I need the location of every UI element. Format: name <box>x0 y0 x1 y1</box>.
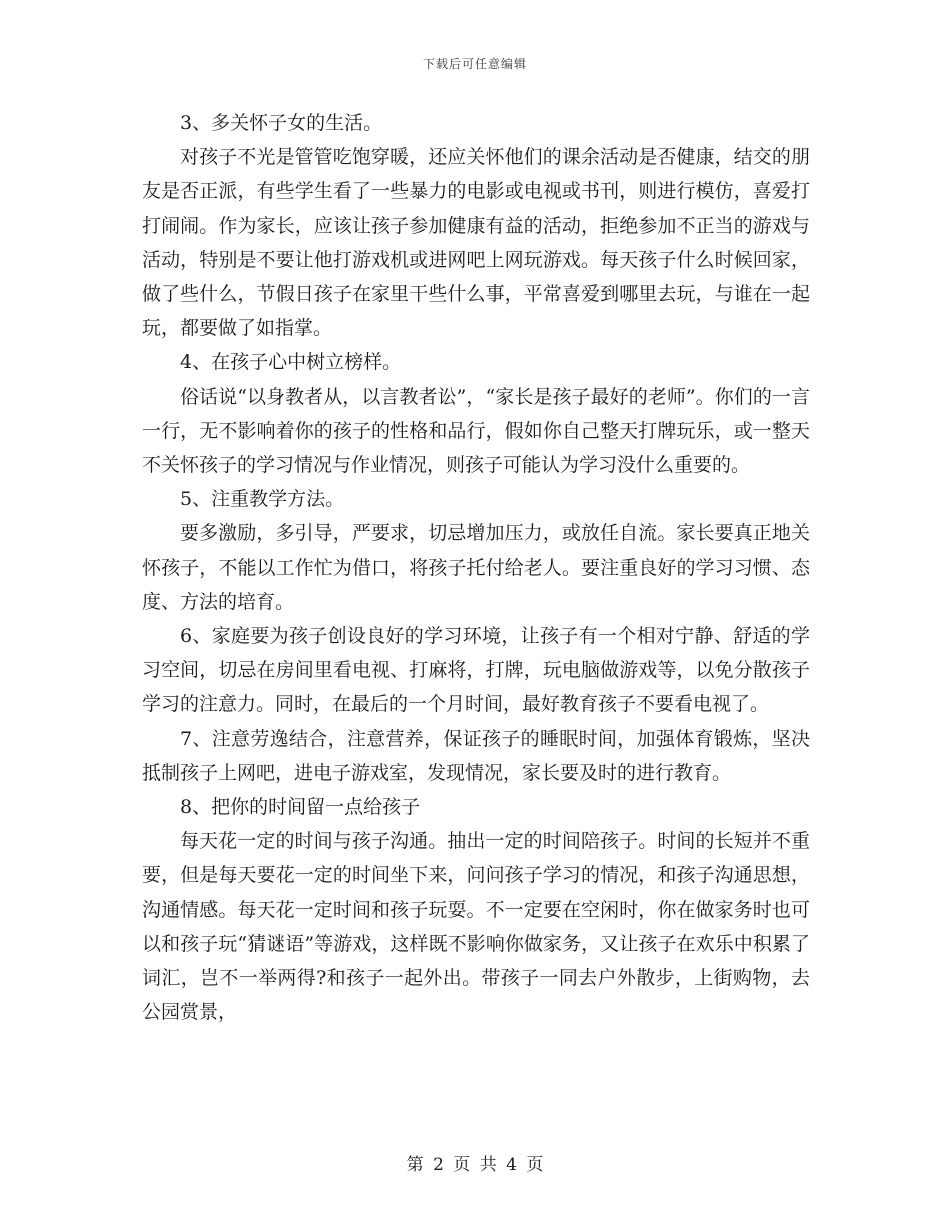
paragraph: 要多激励，多引导，严要求，切忌增加压力，或放任自流。家长要真正地关怀孩子，不能以工作忙为借口，将孩子托付给老人。要注重良好的学习习惯、态度、方法的培育。 <box>142 522 810 613</box>
paragraph-item-7: 7、注意劳逸结合，注意营养，保证孩子的睡眠时间，加强体育锻炼，坚决抵制孩子上网吧，进电子游戏室，发现情况，家长要及时的进行教育。 <box>142 727 810 784</box>
page-header: 下载后可任意编辑 <box>422 57 527 71</box>
paragraph: 对孩子不光是管管吃饱穿暖，还应关怀他们的课余活动是否健康，结交的朋友是否正派，有些学生看了一些暴力的电影或电视或书刊，则进行模仿，喜爱打打闹闹。作为家长，应该让孩子参加健康有益的活动，拒绝参加不正当的游戏与活动，特别是不要让他打游戏机或进网吧上网玩游戏。每天孩子什么时候回家，做了些什么，节假日孩子在家里干些什么事，平常喜爱到哪里去玩，与谁在一起玩，都要做了如指掌。 <box>142 146 810 340</box>
document-body <box>142 106 810 1029</box>
section-heading-8: 8、把你的时间留一点给孩子 <box>180 796 421 819</box>
section-heading-5: 5、注重教学方法。 <box>180 488 345 511</box>
section-heading-3: 3、多关怀子女的生活。 <box>180 112 383 134</box>
paragraph: 每天花一定的时间与孩子沟通。抽出一定的时间陪孩子。时间的长短并不重要，但是每天要花一定的时间坐下来，问问孩子学习的情况，和孩子沟通思想，沟通情感。每天花一定时间和孩子玩耍。不一定要在空闲时，你在做家务时也可以和孩子玩“猜谜语”等游戏，这样既不影响你做家务，又让孩子在欢乐中积累了词汇，岂不一举两得?和孩子一起外出。带孩子一同去户外散步，上街购物，去公园赏景， <box>142 830 810 1024</box>
page-number-footer: 第 2 页 共 4 页 <box>406 1155 544 1175</box>
paragraph-item-6: 6、家庭要为孩子创设良好的学习环境，让孩子有一个相对宁静、舒适的学习空间，切忌在房间里看电视、打麻将，打牌，玩电脑做游戏等，以免分散孩子学习的注意力。同时，在最后的一个月时间，最好教育孩子不要看电视了。 <box>142 625 810 716</box>
paragraph: 俗话说“以身教者从，以言教者讼”，“家长是孩子最好的老师”。你们的一言一行，无不影响着你的孩子的性格和品行，假如你自己整天打牌玩乐，或一整天不关怀孩子的学习情况与作业情况，则孩子可能认为学习没什么重要的。 <box>142 385 810 477</box>
section-heading-4: 4、在孩子心中树立榜样。 <box>180 351 402 374</box>
